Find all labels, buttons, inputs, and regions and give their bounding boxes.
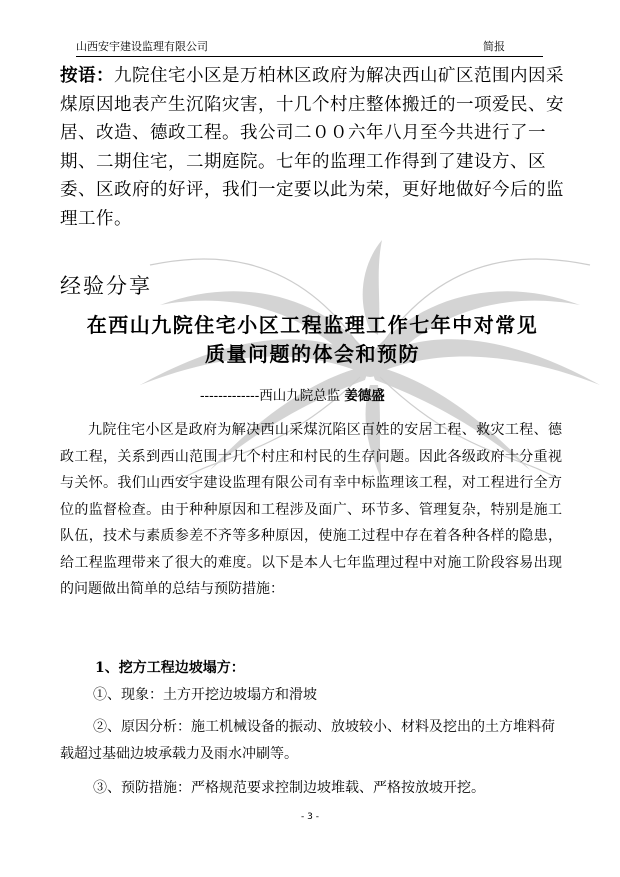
page-number: - 3 - (301, 812, 319, 822)
section-title: 经验分享 (60, 274, 152, 298)
page-header (76, 38, 543, 57)
article-title (60, 311, 565, 369)
author-name: 姜德盛 (344, 388, 385, 404)
note-label: 按语： (60, 66, 114, 86)
item-prevention: ③、预防措施：严格规范要求控制边坡堆载、严格按放坡开挖。 (93, 780, 485, 796)
header-company: 山西安宇建设监理有限公司 (76, 40, 208, 53)
header-tag: 简报 (483, 40, 505, 53)
article-title-line-2: 质量问题的体会和预防 (205, 342, 420, 366)
note-text: 九院住宅小区是万柏林区政府为解决西山矿区范围内因采煤原因地表产生沉陷灾害，十几个村庄整体搬迁的一项爱民、安居、改造、德政工程。我公司二００六年八月至今共进行了一期、二期住宅，二期庭院。七年的监理工作得到了建设方、区委、区政府的好评，我们一定要以此为荣，更好地做好今后的监理工作。 (60, 66, 564, 229)
article-body: 九院住宅小区是政府为解决西山采煤沉陷区百姓的安居工程、救灾工程、德政工程，关系到西山范围十几个村庄和村民的生存问题。因此各级政府十分重视与关怀。我们山西安宇建设监理有限公司有幸中标监理该工程，对工程进行全方位的监督检查。由于种种原因和工程涉及面广、环节多、管理复杂，特别是施工队伍，技术与素质参差不齐等多种原因，使施工过程中存在着各种各样的隐患，给工程监理带来了很大的难度。以下是本人七年监理过程中对施工阶段容易出现的问题做出简单的总结与预防措施： (60, 422, 562, 597)
author-prefix: -------------西山九院总监 (200, 388, 341, 404)
editor-note (60, 62, 565, 233)
article-author (200, 384, 385, 404)
item-heading: 1、挖方工程边坡塌方： (95, 660, 245, 676)
item-phenomenon: ①、现象：土方开挖边坡塌方和滑坡 (93, 687, 317, 703)
article-title-line-1: 在西山九院住宅小区工程监理工作七年中对常见 (86, 313, 539, 337)
item-cause-analysis: ②、原因分析：施工机械设备的振动、放坡较小、材料及挖出的土方堆料荷载超过基础边坡承载力及雨水冲刷等。 (60, 719, 555, 762)
